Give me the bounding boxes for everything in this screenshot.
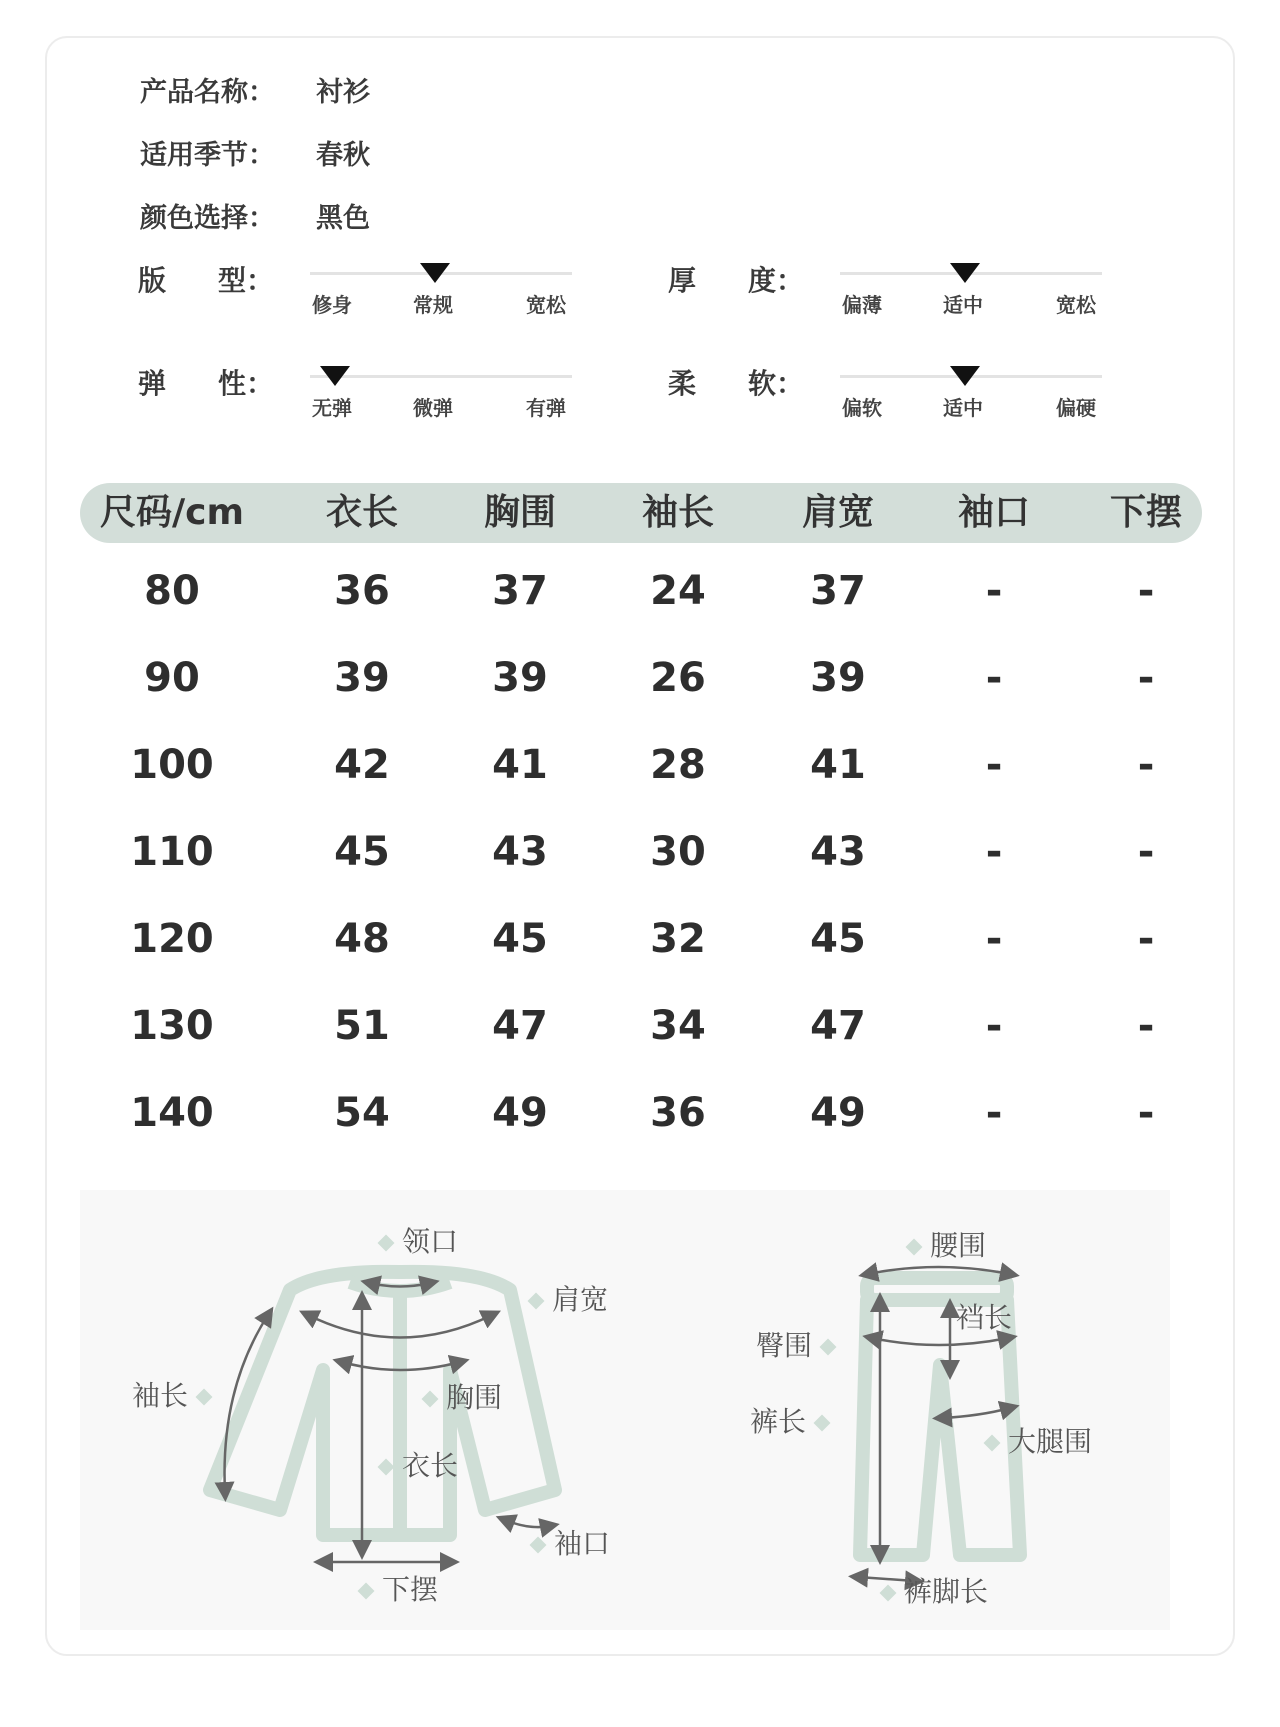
table-cell: 28 [650,742,706,788]
table-cell: 39 [334,655,390,701]
table-cell: 26 [650,655,706,701]
table-cell: - [985,655,1003,701]
table-cell: 80 [144,568,200,614]
table-cell: 54 [334,1090,390,1136]
table-cell: - [985,829,1003,875]
label-shoulder: 肩宽 [520,1278,608,1318]
label-collar: 领口 [370,1220,458,1260]
table-cell: 130 [130,1003,214,1049]
table-row [0,829,1280,889]
table-cell: - [1137,655,1155,701]
table-cell: 32 [650,916,706,962]
info-value: 衬衫 [316,77,370,108]
table-cell: 45 [492,916,548,962]
table-cell: 30 [650,829,706,875]
table-cell: 100 [130,742,214,788]
table-cell: 90 [144,655,200,701]
table-cell: - [985,1090,1003,1136]
table-cell: 24 [650,568,706,614]
table-cell: 51 [334,1003,390,1049]
table-cell: 110 [130,829,214,875]
table-cell: 36 [650,1090,706,1136]
info-value: 黑色 [316,203,370,234]
table-cell: - [985,1003,1003,1049]
label-thigh: 大腿围 [976,1420,1092,1460]
selected-marker-icon [950,263,980,283]
label-hem: 下摆 [350,1568,438,1608]
column-header: 尺码/cm [99,492,245,533]
attr-label: 弹 性： [138,367,275,400]
table-cell: 47 [492,1003,548,1049]
table-cell: 41 [492,742,548,788]
attr-option: 适中 [943,396,983,420]
table-row [0,742,1280,802]
table-cell: 36 [334,568,390,614]
label-hip: 臀围 [756,1324,844,1364]
column-header: 下摆 [1109,492,1183,533]
table-cell: 39 [810,655,866,701]
attr-option: 微弹 [413,396,453,420]
label-cuff: 袖口 [522,1522,610,1562]
column-header: 肩宽 [801,492,875,533]
info-season [140,133,370,172]
attr-option: 无弹 [312,396,352,420]
table-cell: 48 [334,916,390,962]
table-cell: 43 [810,829,866,875]
attr-option: 修身 [312,293,352,317]
info-label: 产品名称： [140,77,275,108]
label-sleeve: 袖长 [132,1374,220,1414]
selected-marker-icon [420,263,450,283]
table-cell: 42 [334,742,390,788]
table-cell: - [985,916,1003,962]
table-cell: - [985,568,1003,614]
table-cell: - [1137,1003,1155,1049]
attr-label: 柔 软： [668,367,805,400]
column-header: 胸围 [483,492,557,533]
info-label: 颜色选择： [140,203,275,234]
attr-option: 偏薄 [842,293,882,317]
label-rise: 裆长 [956,1301,1013,1334]
attr-option: 宽松 [526,293,566,317]
table-cell: - [1137,568,1155,614]
attr-option: 有弹 [526,396,566,420]
attr-option: 偏硬 [1056,396,1096,420]
info-color [140,196,370,235]
table-cell: 37 [492,568,548,614]
attr-option: 常规 [413,293,453,317]
info-label: 适用季节： [140,140,275,171]
table-cell: - [1137,829,1155,875]
table-cell: 120 [130,916,214,962]
column-header: 袖口 [957,492,1031,533]
table-cell: 49 [810,1090,866,1136]
column-header: 袖长 [641,492,715,533]
selected-marker-icon [320,366,350,386]
table-cell: 49 [492,1090,548,1136]
attr-option: 宽松 [1056,293,1096,317]
table-cell: 45 [334,829,390,875]
label-waist: 腰围 [898,1224,986,1264]
attr-label: 版 型： [138,264,275,297]
attr-label: 厚 度： [668,264,805,297]
garment-illustration [80,1190,1170,1630]
label-pants-length: 裤长 [750,1400,838,1440]
attr-option: 适中 [943,293,983,317]
table-cell: - [1137,916,1155,962]
label-leg-opening: 裤脚长 [872,1570,988,1610]
table-cell: 45 [810,916,866,962]
table-row [0,916,1280,976]
attr-option: 偏软 [842,396,882,420]
label-chest: 胸围 [414,1376,502,1416]
table-cell: 39 [492,655,548,701]
table-row [0,655,1280,715]
table-cell: 47 [810,1003,866,1049]
table-cell: 37 [810,568,866,614]
table-cell: - [985,742,1003,788]
measurement-diagram [80,1190,1170,1630]
column-header: 衣长 [325,492,399,533]
table-cell: 34 [650,1003,706,1049]
selected-marker-icon [950,366,980,386]
table-row [0,1090,1280,1150]
table-cell: 43 [492,829,548,875]
info-value: 春秋 [316,140,370,171]
label-length: 衣长 [370,1444,458,1484]
table-cell: 41 [810,742,866,788]
table-cell: 140 [130,1090,214,1136]
shirt-outline [210,1272,555,1535]
table-cell: - [1137,742,1155,788]
table-cell: - [1137,1090,1155,1136]
table-row [0,1003,1280,1063]
table-row [0,568,1280,628]
info-product-name [140,70,370,109]
